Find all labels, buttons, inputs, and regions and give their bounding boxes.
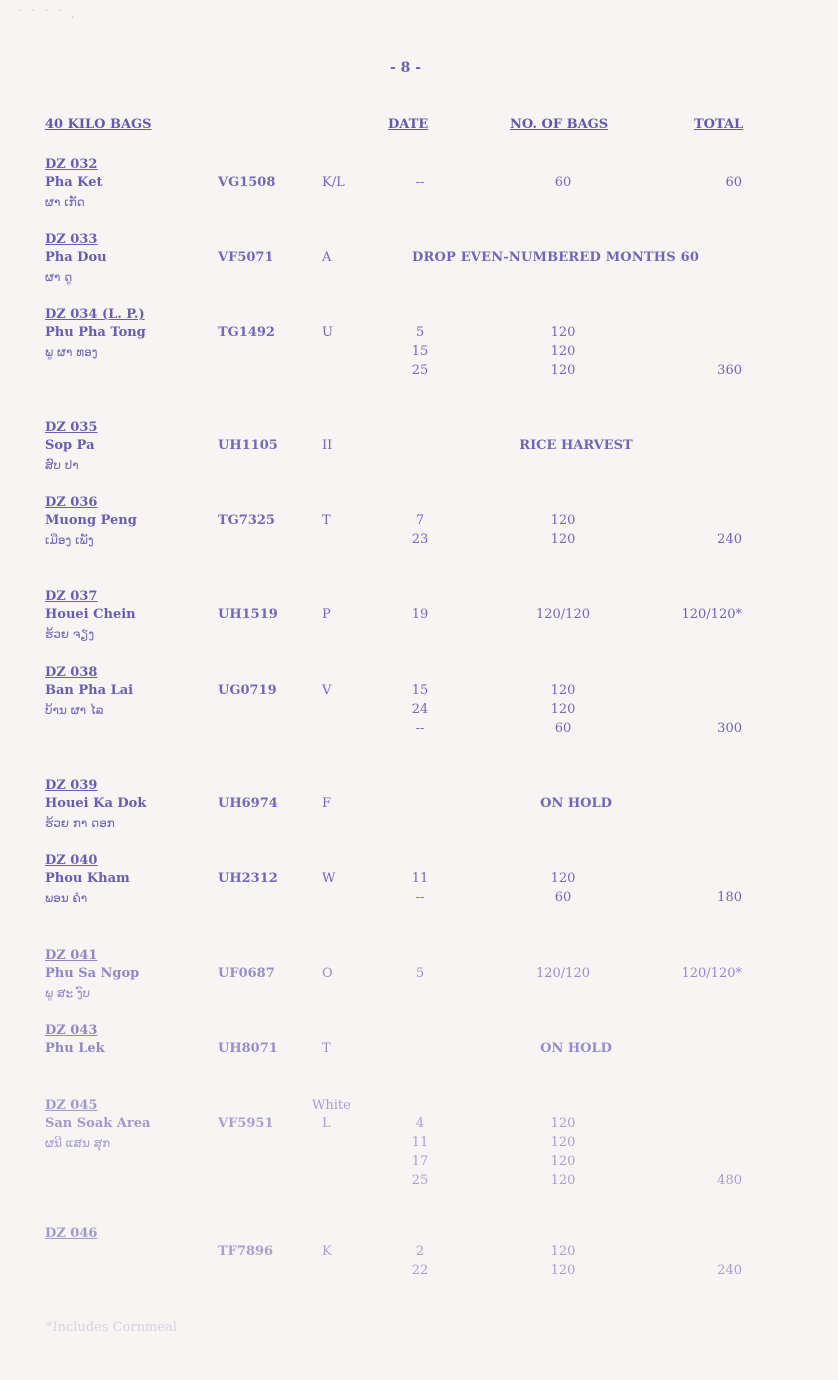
page-number: - 8 - [390,60,422,76]
total-bags: 180 [717,890,742,905]
grid-reference: UH8071 [218,1041,278,1056]
drop-date: 22 [411,1263,429,1278]
drop-zone-id: DZ 045 [45,1098,98,1113]
drop-schedule [0,175,838,194]
schedule-row [0,363,838,382]
drop-note: ON HOLD [540,796,612,811]
drop-code: F [322,796,332,811]
schedule-row [0,702,838,721]
drop-zone-lao-name: ພູ ສະ ງົບ [45,986,91,1000]
drop-zone-id: DZ 036 [45,495,98,510]
drop-zone-lao-name: ເມືອງ ເພັງ [45,533,94,547]
drop-zone-entry [0,948,838,1028]
drop-date: 5 [415,325,425,340]
drop-code: V [322,683,332,698]
footnote: *Includes Cornmeal [46,1320,177,1335]
drop-code: P [322,607,331,622]
bag-count: 120 [550,513,576,528]
bag-count: 120 [550,683,576,698]
total-bags: 480 [717,1173,742,1188]
drop-zone-id: DZ 046 [45,1226,98,1241]
drop-zone-entry [0,778,838,858]
drop-zone-entry [0,1226,838,1306]
total-bags: 240 [717,1263,742,1278]
drop-code: II [322,438,333,453]
drop-zone-name: Muong Peng [45,513,137,528]
grid-reference: UH1105 [218,438,278,453]
drop-zone-entry [0,157,838,237]
drop-date: 2 [415,1244,425,1259]
drop-zone-id: DZ 039 [45,778,98,793]
drop-note: ON HOLD [540,1041,612,1056]
grid-reference: VF5071 [218,250,274,265]
schedule-row [0,683,838,702]
drop-code: U [322,325,333,340]
schedule-row [0,1154,838,1173]
drop-note: RICE HARVEST [519,438,633,453]
drop-zone-name: Pha Ket [45,175,103,190]
drop-zone-id: DZ 032 [45,157,98,172]
schedule-row [0,1116,838,1135]
header-date: DATE [388,117,429,132]
drop-zone-id: DZ 037 [45,589,98,604]
schedule-row [0,513,838,532]
bag-count: 120 [550,702,576,717]
bag-count: 120 [550,1154,576,1169]
bag-count: 60 [554,721,572,736]
schedule-row [0,1263,838,1282]
bag-count: 60 [554,890,572,905]
grid-reference: TG1492 [218,325,275,340]
total-bags: 120/120* [681,966,742,981]
drop-zone-entry [0,420,838,500]
bag-count: 120 [550,363,576,378]
drop-zone-id: DZ 034 (L. P.) [45,307,145,322]
drop-code-top: White [312,1098,351,1113]
drop-zone-lao-name: ສົບ ປາ [45,458,79,472]
schedule-row [0,175,838,194]
drop-schedule [0,683,838,740]
drop-date: 24 [411,702,429,717]
drop-date: 11 [411,1135,429,1150]
grid-reference: TG7325 [218,513,275,528]
bag-count: 120/120 [535,966,591,981]
drop-zone-id: DZ 043 [45,1023,98,1038]
drop-zone-id: DZ 038 [45,665,98,680]
schedule-row [0,344,838,363]
schedule-row [0,890,838,909]
drop-zone-name: Phu Sa Ngop [45,966,140,981]
corner-marks: ` ` ` ` , [18,10,78,20]
drop-date: 17 [411,1154,429,1169]
drop-zone-entry [0,589,838,669]
grid-reference: UH6974 [218,796,278,811]
drop-zone-name: San Soak Area [45,1116,151,1131]
header-no-of-bags: NO. OF BAGS [510,117,609,132]
schedule-row [0,532,838,551]
bag-count: 120 [550,325,576,340]
drop-schedule [0,513,838,551]
drop-zone-entry [0,232,838,312]
drop-zone-entry [0,665,838,745]
bag-count: 120 [550,344,576,359]
bag-count: 120 [550,871,576,886]
drop-schedule [0,871,838,909]
drop-zone-lao-name: ຮ້ວຍ ຈຽງ [45,627,95,641]
drop-zone-entry [0,1098,838,1188]
drop-zone-lao-name: ບ້ານ ຜາ ໄລ [45,703,104,717]
bag-count: 120 [550,532,576,547]
grid-reference: UG0719 [218,683,277,698]
drop-zone-name: Pha Dou [45,250,107,265]
grid-reference: VG1508 [218,175,276,190]
schedule-row [0,1244,838,1263]
grid-reference: UH2312 [218,871,278,886]
drop-zone-id: DZ 040 [45,853,98,868]
drop-zone-id: DZ 035 [45,420,98,435]
drop-code: K/L [322,175,345,190]
drop-date: 5 [415,966,425,981]
grid-reference: TF7896 [218,1244,274,1259]
drop-date: 11 [411,871,429,886]
drop-code: T [322,1041,331,1056]
header-kilo-bags: 40 KILO BAGS [45,117,152,132]
drop-schedule [0,1116,838,1192]
drop-zone-name: Phou Kham [45,871,130,886]
bag-count: 120 [550,1244,576,1259]
bag-count: 120 [550,1116,576,1131]
drop-zone-name: Houei Chein [45,607,136,622]
drop-zone-name: Phu Lek [45,1041,105,1056]
drop-zone-name: Phu Pha Tong [45,325,146,340]
drop-date: 15 [411,344,429,359]
drop-code: L [322,1116,331,1131]
drop-zone-lao-name: ຜາ ດູ [45,270,73,284]
drop-date: 19 [411,607,429,622]
total-bags: 120/120* [681,607,742,622]
drop-date: -- [415,721,425,736]
drop-zone-id: DZ 041 [45,948,98,963]
drop-zone-entry [0,495,838,575]
bag-count: 120 [550,1173,576,1188]
drop-code: K [322,1244,332,1259]
drop-code: A [322,250,332,265]
schedule-row [0,1135,838,1154]
total-bags: 300 [717,721,742,736]
drop-zone-entry [0,307,838,387]
drop-date: 25 [411,363,429,378]
total-bags: 360 [717,363,742,378]
drop-date: 25 [411,1173,429,1188]
drop-zone-name: Houei Ka Dok [45,796,147,811]
drop-date: 23 [411,532,429,547]
grid-reference: UH1519 [218,607,278,622]
bag-count: 120/120 [535,607,591,622]
drop-date: -- [415,890,425,905]
drop-zone-lao-name: ພູ ຜາ ທອງ [45,345,98,359]
drop-schedule [0,325,838,382]
drop-code: T [322,513,331,528]
grid-reference: VF5951 [218,1116,274,1131]
drop-date: 7 [415,513,425,528]
drop-date: 4 [415,1116,425,1131]
drop-schedule [0,1244,838,1282]
bag-count: 120 [550,1263,576,1278]
drop-date: 15 [411,683,429,698]
drop-code: O [322,966,333,981]
total-bags: 60 [725,175,742,190]
total-bags: 240 [717,532,742,547]
drop-zone-lao-name: ຮ້ວຍ ກາ ດອກ [45,816,115,830]
drop-date: -- [415,175,425,190]
grid-reference: UF0687 [218,966,275,981]
drop-zone-entry [0,853,838,933]
drop-zone-lao-name: ພອນ ຄຳ [45,891,88,905]
schedule-row [0,325,838,344]
drop-zone-lao-name: ຜນີ ແສນ ສຸກ [45,1136,111,1150]
bag-count: 120 [550,1135,576,1150]
drop-zone-lao-name: ຜາ ເກັດ [45,195,85,209]
drop-note: DROP EVEN-NUMBERED MONTHS 60 [412,250,700,265]
drop-zone-name: Ban Pha Lai [45,683,134,698]
header-total: TOTAL [694,117,744,132]
schedule-row [0,721,838,740]
drop-zone-id: DZ 033 [45,232,98,247]
schedule-row [0,1173,838,1192]
bag-count: 60 [554,175,572,190]
drop-zone-entry [0,1023,838,1103]
drop-code: W [322,871,336,886]
schedule-row [0,871,838,890]
drop-zone-name: Sop Pa [45,438,95,453]
